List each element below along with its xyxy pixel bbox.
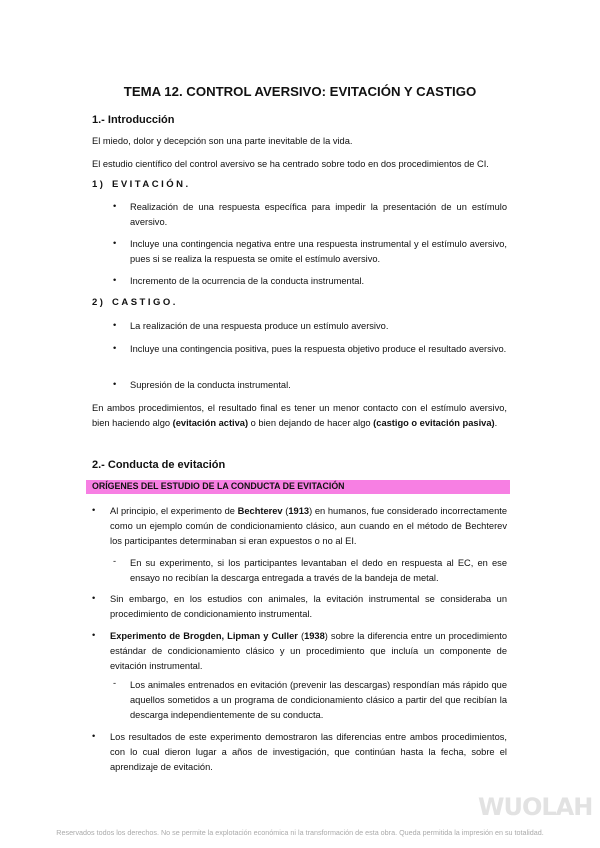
bullet-symbol: • [92,505,96,515]
evitacion-heading: EVITACIÓN. [112,179,191,190]
wuolah-logo: WUOLAH [478,793,593,821]
bold-year: 1938 [304,631,325,641]
bold-name: Bechterev [237,506,283,516]
section-heading-introduccion: 1.- Introducción [92,114,175,126]
origenes-bullet-1 [110,504,507,549]
text: ( [297,631,305,641]
origenes-sub-1: En su experimento, si los participantes levantaban el dedo en respuesta al EC, en ese ensayo no recibían la descarga entregada a través de la bandeja de metal. [130,558,507,583]
origenes-sub-3: Los animales entrenados en evitación (prevenir las descargas) respondían más rápido que aquellos sometidos a un programa de condicionamiento clásico a partir del que recibían la descarga independientemente de su conducta. [130,680,507,720]
dash-symbol: - [113,556,117,566]
castigo-bullet-2: Incluye una contingencia positiva, pues la respuesta objetivo produce el resultado aversivo. [130,344,507,354]
origenes-bullet-4: Los resultados de este experimento demostraron las diferencias entre ambos procedimientos, con lo cual dieron lugar a años de investigación, que continúan hasta la fecha, sobre el aprendizaje de evitación. [110,732,507,772]
origenes-bullet-2: Sin embargo, en los estudios con animales, la evitación instrumental se consideraba un procedimiento de condicionamiento instrumental. [110,594,507,619]
bullet-symbol: • [113,275,117,285]
bullet-symbol: • [113,379,117,389]
bullet-symbol: • [113,201,117,211]
castigo-bullet-1: La realización de una respuesta produce un estímulo aversivo. [130,321,389,331]
highlight-heading: ORÍGENES DEL ESTUDIO DE LA CONDUCTA DE EVITACIÓN [92,481,345,491]
summary-paragraph [92,401,507,431]
evitacion-bullet-1: Realización de una respuesta específica para impedir la presentación de un estímulo aversivo. [130,202,507,227]
summary-bold-passive: (castigo o evitación pasiva) [373,418,495,428]
castigo-bullet-3: Supresión de la conducta instrumental. [130,380,291,390]
text: ( [282,506,289,516]
summary-text: o bien dejando de hacer algo [248,418,374,428]
bullet-symbol: • [92,731,96,741]
castigo-heading: CASTIGO. [112,297,178,308]
summary-text: . [494,418,498,428]
bold-year: 1913 [288,506,310,516]
evitacion-bullet-3: Incremento de la ocurrencia de la conducta instrumental. [130,276,365,286]
evitacion-number: 1) [92,179,106,190]
footer-notice: Reservados todos los derechos. No se permite la explotación económica ni la transformación de esta obra. Queda permitida la impresión en su totalidad. [56,828,544,837]
intro-paragraph-2: El estudio científico del control aversivo se ha centrado sobre todo en dos procedimientos de CI. [92,159,489,169]
bullet-symbol: • [113,320,117,330]
bold-names: Experimento de Brogden, Lipman y Culler [110,631,298,641]
summary-bold-active: (evitación activa) [172,418,249,428]
bullet-symbol: • [92,630,96,640]
text: Al principio, el experimento de [110,506,238,516]
evitacion-bullet-2: Incluye una contingencia negativa entre una respuesta instrumental y el estímulo aversivo, pues si se realiza la respuesta se omite el estímulo aversivo. [130,239,507,264]
origenes-bullet-3 [110,629,507,674]
text: ) en humanos, fue considerado incorrectamente como un ejemplo común de condicionamiento clásico, aun cuando en el método de Bechterev los participantes determinaban si eran expuestos o no al EI. [110,506,507,546]
intro-paragraph-1: El miedo, dolor y decepción son una parte inevitable de la vida. [92,136,353,146]
bullet-symbol: • [92,593,96,603]
text: ) sobre la diferencia entre un procedimiento estándar de condicionamiento clásico y un procedimiento que incluía un componente de evitación instrumental. [110,631,507,671]
section-heading-conducta-evitacion: 2.- Conducta de evitación [92,459,226,471]
summary-text: En ambos procedimientos, el resultado final es tener un menor contacto con el estímulo aversivo, bien haciendo algo [92,403,507,428]
dash-symbol: - [113,678,117,688]
bullet-symbol: • [113,343,117,353]
page-title: TEMA 12. CONTROL AVERSIVO: EVITACIÓN Y CASTIGO [123,84,477,99]
castigo-number: 2) [92,297,106,308]
bullet-symbol: • [113,238,117,248]
